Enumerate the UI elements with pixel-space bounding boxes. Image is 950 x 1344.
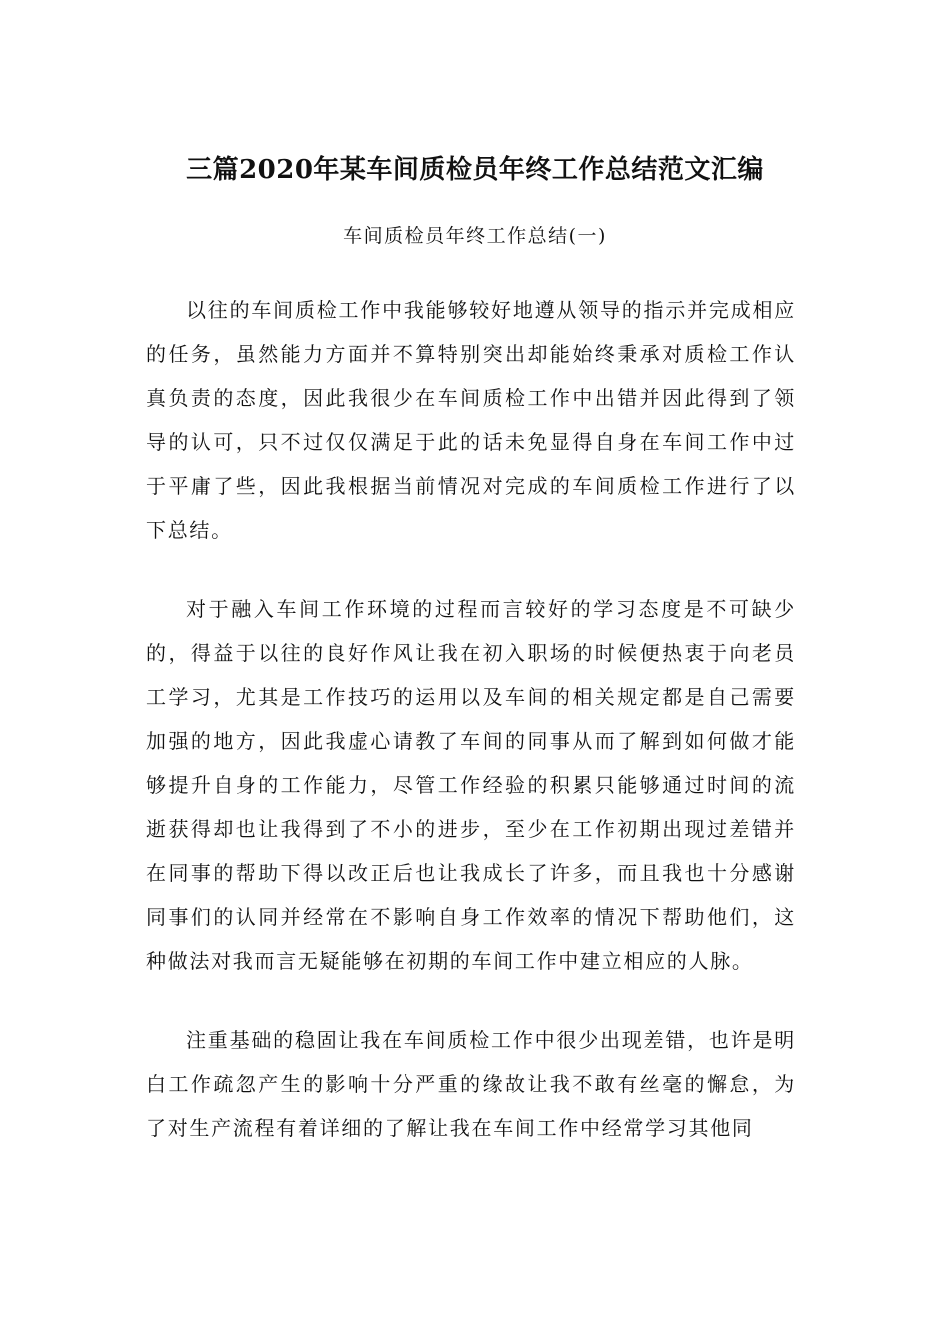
paragraph-2: 对于融入车间工作环境的过程而言较好的学习态度是不可缺少的，得益于以往的良好作风让我在初入职场的时候便热衷于向老员工学习，尤其是工作技巧的运用以及车间的相关规定都是自己需要加强的地方，因此我虚心请教了车间的同事从而了解到如何做才能够提升自身的工作能力，尽管工作经验的积累只能够通过时间的流逝获得却也让我得到了不小的进步，至少在工作初期出现过差错并在同事的帮助下得以改正后也让我成长了许多，而且我也十分感谢同事们的认同并经常在不影响自身工作效率的情况下帮助他们，这种做法对我而言无疑能够在初期的车间工作中建立相应的人脉。 [146,597,796,973]
document-subtitle: 车间质检员年终工作总结(一) [343,225,607,247]
paragraph-3: 注重基础的稳固让我在车间质检工作中很少出现差错，也许是明白工作疏忽产生的影响十分严重的缘故让我不敢有丝毫的懈怠，为了对生产流程有着详细的了解让我在车间工作中经常学习其他同 [146,1028,796,1140]
document-title: 三篇2020年某车间质检员年终工作总结范文汇编 [186,155,764,185]
document-body [146,288,796,1185]
paragraph-1: 以往的车间质检工作中我能够较好地遵从领导的指示并完成相应的任务，虽然能力方面并不算特别突出却能始终秉承对质检工作认真负责的态度，因此我很少在车间质检工作中出错并因此得到了领导的认可，只不过仅仅满足于此的话未免显得自身在车间工作中过于平庸了些，因此我根据当前情况对完成的车间质检工作进行了以下总结。 [146,298,796,542]
